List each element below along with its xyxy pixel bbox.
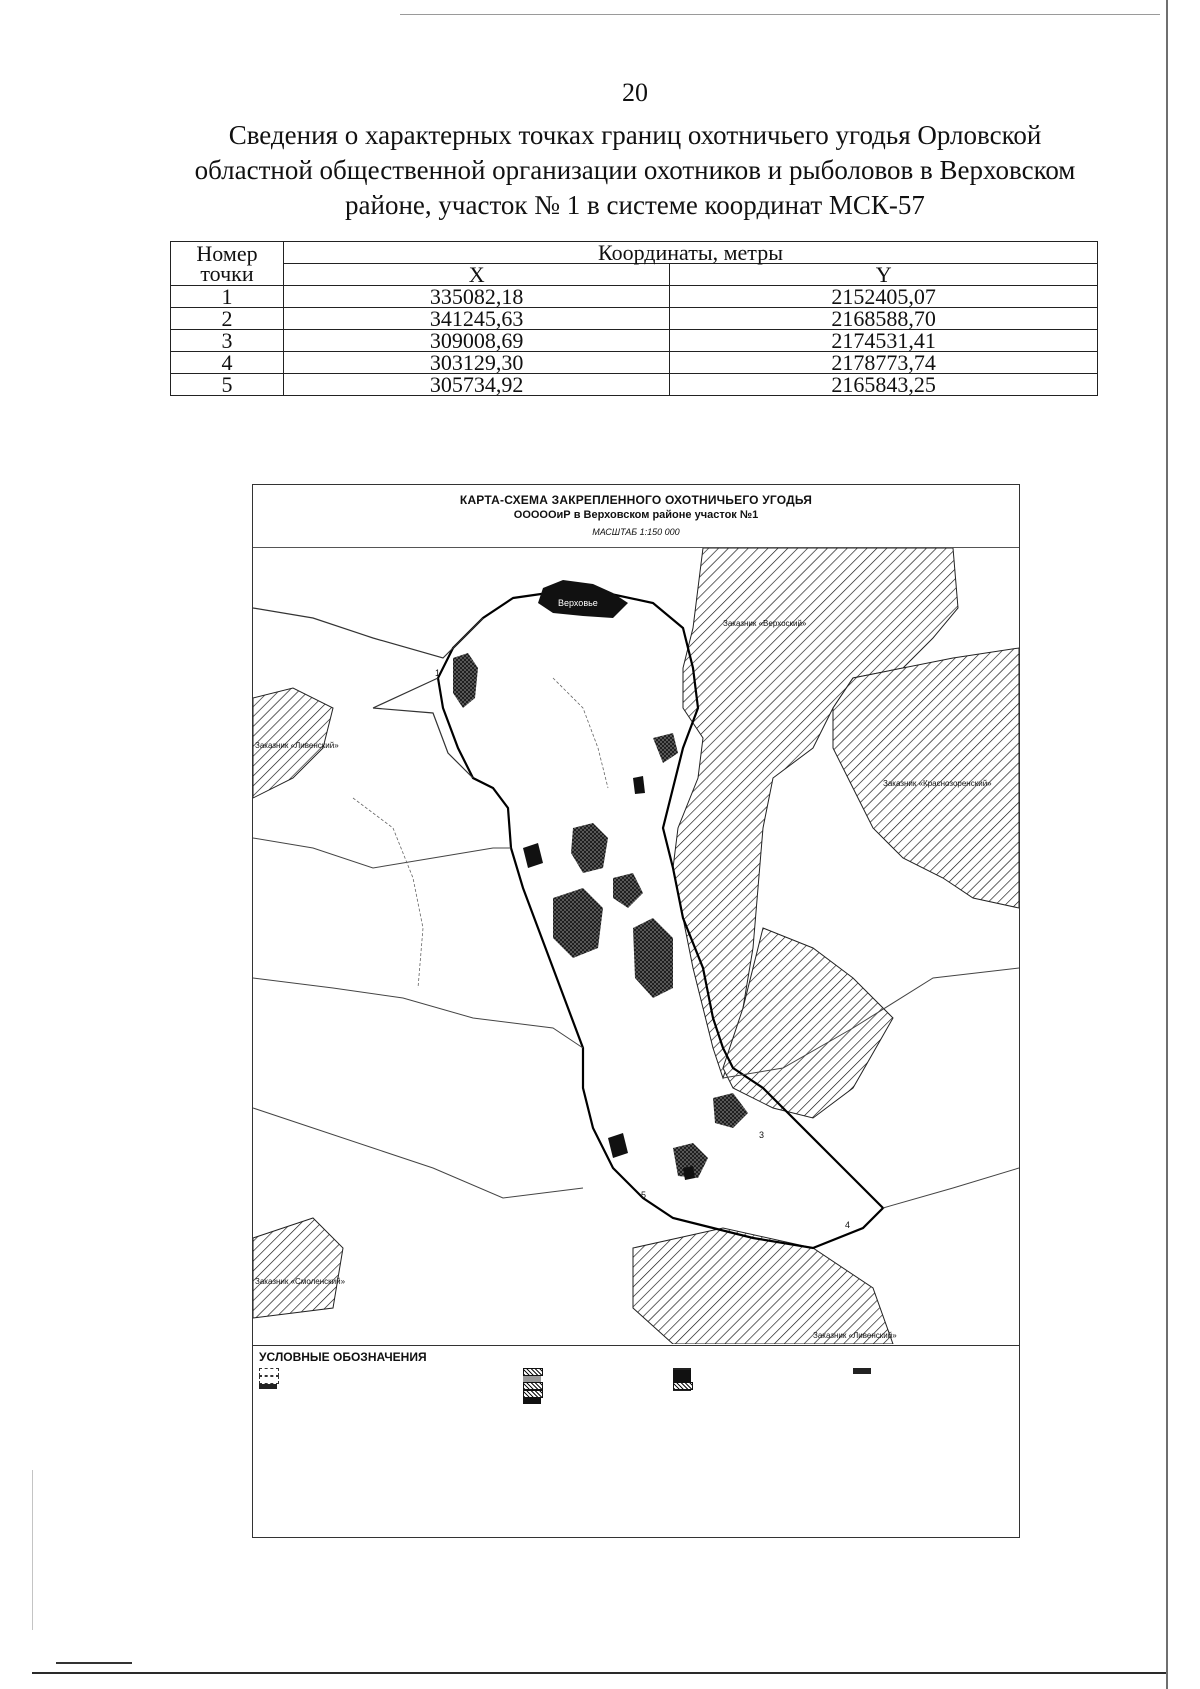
legend-swatch [259, 1368, 279, 1376]
map-point-label: 4 [845, 1220, 851, 1230]
map-drawing [253, 548, 1019, 1344]
title-line-1: Сведения о характерных точках границ охотничьего угодья Орловской [228, 120, 1042, 150]
map-point-label: 3 [759, 1130, 765, 1140]
coord-y: 2165843,25 [670, 374, 1098, 396]
legend-swatch [853, 1373, 871, 1375]
map-label-zakaznik: Заказник «Смоленский» [255, 1277, 346, 1286]
header-x: X [284, 264, 670, 286]
legend-item [853, 1373, 871, 1375]
coordinates-table [170, 241, 1098, 396]
table-header-row [171, 242, 1098, 264]
map-label-zakaznik: Заказник «Ливенский» [813, 1331, 897, 1340]
legend-swatch [523, 1398, 541, 1404]
point-number: 3 [171, 330, 284, 352]
coord-x: 305734,92 [284, 374, 670, 396]
table-row [171, 374, 1098, 396]
legend-swatch [673, 1382, 693, 1390]
header-y: Y [670, 264, 1098, 286]
map-scale: МАСШТАБ 1:150 000 [592, 527, 680, 537]
map-label-zakaznik: Заказник «Краснозоренский» [883, 779, 992, 788]
document-title [160, 118, 1110, 223]
scan-edge-right [1166, 0, 1168, 1689]
map-label-town: Верховье [558, 598, 598, 608]
legend-item [259, 1368, 279, 1376]
coord-x: 303129,30 [284, 352, 670, 374]
coord-x: 309008,69 [284, 330, 670, 352]
coord-x: 335082,18 [284, 286, 670, 308]
legend-swatch [259, 1387, 277, 1389]
scan-mark [56, 1662, 132, 1664]
table-row [171, 308, 1098, 330]
map-legend [253, 1345, 1019, 1536]
table-row [171, 330, 1098, 352]
legend-swatch [523, 1368, 543, 1376]
legend-column [853, 1368, 871, 1374]
legend-swatch [259, 1376, 279, 1384]
coord-y: 2168588,70 [670, 308, 1098, 330]
legend-item [523, 1382, 543, 1390]
table-subheader-row [171, 264, 1098, 286]
point-number: 1 [171, 286, 284, 308]
legend-swatch [673, 1390, 691, 1392]
legend-item [673, 1382, 693, 1390]
map-subtitle: ОООООиР в Верховском районе участок №1 [513, 509, 759, 521]
legend-item [259, 1387, 279, 1389]
coord-y: 2178773,74 [670, 352, 1098, 374]
map-label-zakaznik: Заказник «Ливенский» [255, 741, 339, 750]
map-title: КАРТА-СХЕМА ЗАКРЕПЛЕННОГО ОХОТНИЧЬЕГО УГОДЬЯ [459, 493, 813, 507]
legend-column [259, 1368, 279, 1389]
header-coordinates: Координаты, метры [284, 242, 1098, 264]
legend-column [523, 1368, 543, 1404]
legend-item [523, 1398, 543, 1404]
point-number: 2 [171, 308, 284, 330]
legend-item [523, 1390, 543, 1398]
legend-swatch [523, 1382, 543, 1390]
legend-item [259, 1376, 279, 1384]
title-line-2: областной общественной организации охотников и рыболовов в Верховском [194, 155, 1076, 185]
map-point-label: 1 [435, 668, 441, 678]
scan-edge-top [400, 14, 1160, 15]
table-row [171, 286, 1098, 308]
scan-edge-bottom [32, 1672, 1166, 1674]
coord-y: 2174531,41 [670, 330, 1098, 352]
legend-item [523, 1368, 543, 1376]
map-header [253, 485, 1019, 548]
coord-y: 2152405,07 [670, 286, 1098, 308]
point-number: 4 [171, 352, 284, 374]
map-scheme [252, 484, 1020, 1538]
map-label-zakaznik: Заказник «Верхоский» [723, 619, 807, 628]
map-point-label: 5 [641, 1190, 647, 1200]
legend-column [673, 1368, 693, 1391]
legend-title: УСЛОВНЫЕ ОБОЗНАЧЕНИЯ [259, 1350, 427, 1364]
scan-edge-left [32, 1470, 33, 1630]
point-number: 5 [171, 374, 284, 396]
dark-patch [683, 1166, 695, 1180]
legend-item [673, 1390, 693, 1392]
header-point-number: Номер точки [171, 242, 284, 286]
dark-patch [633, 776, 645, 794]
coord-x: 341245,63 [284, 308, 670, 330]
legend-swatch [523, 1390, 543, 1398]
table-row [171, 352, 1098, 374]
title-line-3: районе, участок № 1 в системе координат МСК-57 [345, 190, 925, 220]
page-number: 20 [622, 78, 648, 107]
